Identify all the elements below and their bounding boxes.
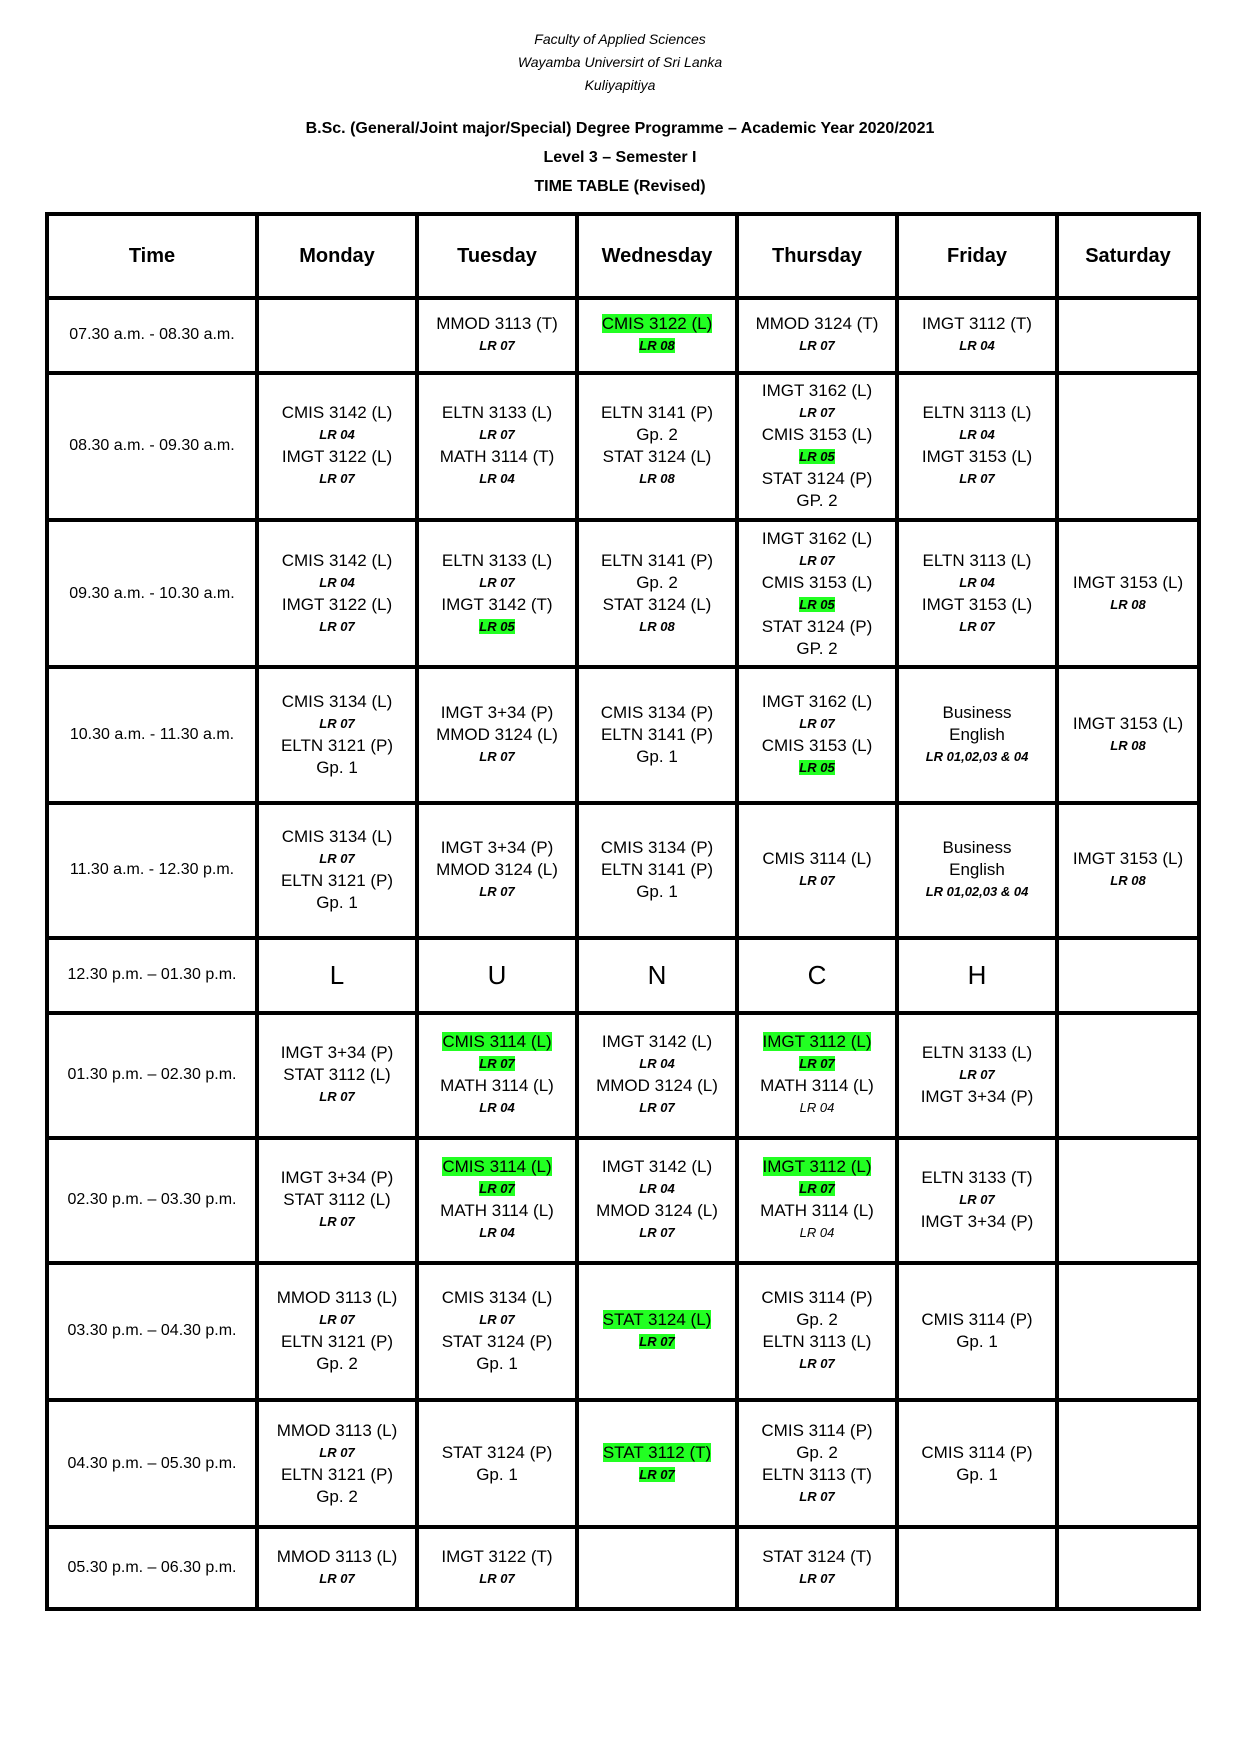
table-row <box>47 373 1199 520</box>
group-label: Gp. 2 <box>796 1310 838 1330</box>
cell-thursday <box>737 373 897 520</box>
cell-thursday <box>737 520 897 667</box>
lecture-room: LR 07 <box>639 1225 675 1241</box>
course-code: ELTN 3133 (L) <box>921 1043 1033 1063</box>
course-code: MMOD 3124 (L) <box>596 1201 718 1221</box>
course-code: IMGT 3162 (L) <box>761 691 873 711</box>
table-row <box>47 803 1199 938</box>
column-header-tuesday: Tuesday <box>417 214 577 298</box>
course-code: STAT 3124 (P) <box>441 1442 553 1462</box>
lecture-room: LR 07 <box>799 405 835 421</box>
lecture-room: LR 05 <box>799 596 835 612</box>
course-code: CMIS 3134 (P) <box>600 702 714 722</box>
lecture-room: LR 07 <box>319 1214 355 1230</box>
course-code: IMGT 3+34 (P) <box>920 1087 1034 1107</box>
cell-saturday <box>1057 1400 1199 1527</box>
lecture-room: LR 07 <box>479 427 515 443</box>
time-slot: 09.30 a.m. - 10.30 a.m. <box>47 520 257 667</box>
cell-tuesday <box>417 667 577 802</box>
cell-saturday <box>1057 803 1199 938</box>
course-code: CMIS 3153 (L) <box>761 572 873 592</box>
cell-thursday <box>737 298 897 373</box>
course-code: STAT 3124 (L) <box>602 447 712 467</box>
lecture-room: LR 07 <box>319 1444 355 1460</box>
cell-tuesday <box>417 1263 577 1400</box>
cell-friday <box>897 1263 1057 1400</box>
lecture-room: LR 08 <box>1110 596 1146 612</box>
cell-friday <box>897 373 1057 520</box>
cell-wednesday <box>577 1400 737 1527</box>
cell-monday <box>257 1400 417 1527</box>
course-code: STAT 3124 (L) <box>602 1310 712 1330</box>
cell-thursday <box>737 1013 897 1138</box>
cell-monday <box>257 1013 417 1138</box>
cell-friday <box>897 520 1057 667</box>
course-code: CMIS 3134 (P) <box>600 838 714 858</box>
course-code: STAT 3112 (T) <box>602 1442 712 1462</box>
lecture-room: LR 07 <box>799 873 835 889</box>
course-code: Business <box>942 702 1012 722</box>
cell-saturday <box>1057 667 1199 802</box>
course-code: MMOD 3124 (L) <box>436 860 558 880</box>
course-code: IMGT 3153 (L) <box>921 447 1033 467</box>
course-code: MMOD 3113 (L) <box>276 1420 398 1440</box>
course-code: English <box>949 724 1005 744</box>
lecture-room: LR 07 <box>319 1089 355 1105</box>
course-code: ELTN 3113 (T) <box>762 1464 872 1484</box>
lecture-room: LR 07 <box>959 471 995 487</box>
column-header-time: Time <box>47 214 257 298</box>
course-code: IMGT 3153 (L) <box>1072 572 1184 592</box>
lecture-room: LR 08 <box>1110 737 1146 753</box>
group-label: Gp. 2 <box>636 425 678 445</box>
time-slot: 10.30 a.m. - 11.30 a.m. <box>47 667 257 802</box>
course-code: MMOD 3124 (L) <box>436 724 558 744</box>
column-header-thursday: Thursday <box>737 214 897 298</box>
course-code: IMGT 3112 (L) <box>762 1032 872 1052</box>
course-code: MATH 3114 (L) <box>760 1076 874 1096</box>
lecture-room: LR 07 <box>639 1466 675 1482</box>
course-code: ELTN 3113 (L) <box>762 1332 872 1352</box>
cell-wednesday <box>577 938 737 1013</box>
group-label: Gp. 1 <box>636 882 678 902</box>
group-label: GP. 2 <box>796 491 838 511</box>
course-code: CMIS 3114 (L) <box>442 1157 552 1177</box>
course-code: ELTN 3141 (P) <box>600 403 714 423</box>
course-code: IMGT 3+34 (P) <box>440 838 554 858</box>
lecture-room: LR 07 <box>479 1312 515 1328</box>
table-row <box>47 520 1199 667</box>
lecture-room: LR 07 <box>479 574 515 590</box>
course-code: STAT 3112 (L) <box>283 1065 391 1085</box>
cell-monday <box>257 520 417 667</box>
course-code: STAT 3124 (T) <box>762 1547 872 1567</box>
course-code: MMOD 3113 (L) <box>276 1288 398 1308</box>
lecture-room: LR 07 <box>639 1100 675 1116</box>
lecture-room: LR 07 <box>319 851 355 867</box>
lecture-room: LR 08 <box>639 618 675 634</box>
faculty-name: Faculty of Applied Sciences <box>534 31 706 47</box>
course-code: CMIS 3142 (L) <box>281 550 393 570</box>
group-label: Gp. 1 <box>316 893 358 913</box>
group-label: Gp. 2 <box>316 1354 358 1374</box>
cell-thursday <box>737 1138 897 1263</box>
time-slot: 12.30 p.m. – 01.30 p.m. <box>47 938 257 1013</box>
lecture-room: LR 07 <box>799 1488 835 1504</box>
cell-tuesday <box>417 298 577 373</box>
lecture-room: LR 07 <box>799 1056 835 1072</box>
cell-saturday <box>1057 1527 1199 1609</box>
course-code: MMOD 3113 (T) <box>436 314 558 334</box>
course-code: IMGT 3+34 (P) <box>280 1043 394 1063</box>
course-code: IMGT 3112 (L) <box>762 1157 872 1177</box>
timetable <box>45 212 1201 1611</box>
course-code: STAT 3124 (P) <box>761 616 873 636</box>
header-row <box>47 214 1199 298</box>
cell-wednesday <box>577 520 737 667</box>
lecture-room: LR 01,02,03 & 04 <box>925 884 1029 900</box>
lecture-room: LR 07 <box>799 1181 835 1197</box>
cell-saturday <box>1057 373 1199 520</box>
course-code: ELTN 3121 (P) <box>280 735 394 755</box>
cell-friday <box>897 1138 1057 1263</box>
time-slot: 11.30 a.m. - 12.30 p.m. <box>47 803 257 938</box>
course-code: STAT 3124 (P) <box>761 469 873 489</box>
table-row <box>47 1527 1199 1609</box>
group-label: Gp. 2 <box>796 1442 838 1462</box>
cell-saturday <box>1057 520 1199 667</box>
lecture-room: LR 04 <box>959 427 995 443</box>
time-slot: 05.30 p.m. – 06.30 p.m. <box>47 1527 257 1609</box>
course-code: CMIS 3134 (L) <box>281 827 393 847</box>
lecture-room: LR 07 <box>479 338 515 354</box>
lecture-room: LR 07 <box>799 1356 835 1372</box>
time-slot: 07.30 a.m. - 08.30 a.m. <box>47 298 257 373</box>
lecture-room: LR 07 <box>799 1571 835 1587</box>
cell-friday <box>897 1400 1057 1527</box>
cell-wednesday <box>577 1527 737 1609</box>
course-code: CMIS 3114 (L) <box>762 849 872 869</box>
cell-monday <box>257 938 417 1013</box>
cell-thursday <box>737 1400 897 1527</box>
city-name: Kuliyapitiya <box>584 77 656 93</box>
lecture-room: LR 07 <box>319 715 355 731</box>
cell-friday <box>897 298 1057 373</box>
lecture-room: LR 08 <box>639 338 675 354</box>
course-code: IMGT 3162 (L) <box>761 528 873 548</box>
course-code: ELTN 3113 (L) <box>922 403 1032 423</box>
time-slot: 01.30 p.m. – 02.30 p.m. <box>47 1013 257 1138</box>
course-code: IMGT 3142 (L) <box>601 1032 713 1052</box>
lecture-room: LR 07 <box>639 1334 675 1350</box>
course-code: CMIS 3114 (P) <box>761 1288 873 1308</box>
lecture-room: LR 04 <box>319 427 355 443</box>
group-label: Gp. 2 <box>636 572 678 592</box>
cell-tuesday <box>417 1138 577 1263</box>
column-header-friday: Friday <box>897 214 1057 298</box>
lecture-room: LR 04 <box>959 338 995 354</box>
cell-friday <box>897 667 1057 802</box>
course-code: CMIS 3114 (P) <box>761 1420 873 1440</box>
cell-thursday <box>737 803 897 938</box>
lecture-room: LR 07 <box>479 884 515 900</box>
cell-wednesday <box>577 803 737 938</box>
cell-tuesday <box>417 803 577 938</box>
lecture-room: LR 04 <box>639 1056 675 1072</box>
university-name: Wayamba Universirt of Sri Lanka <box>517 54 723 70</box>
course-code: English <box>949 860 1005 880</box>
table-row <box>47 1013 1199 1138</box>
course-code: MATH 3114 (L) <box>760 1201 874 1221</box>
cell-saturday <box>1057 1138 1199 1263</box>
cell-thursday <box>737 1263 897 1400</box>
table-row <box>47 1138 1199 1263</box>
course-code: Business <box>942 838 1012 858</box>
cell-thursday <box>737 667 897 802</box>
lecture-room: LR 07 <box>479 748 515 764</box>
cell-monday <box>257 1263 417 1400</box>
time-slot: 02.30 p.m. – 03.30 p.m. <box>47 1138 257 1263</box>
course-code: IMGT 3142 (T) <box>441 594 553 614</box>
cell-tuesday <box>417 373 577 520</box>
course-code: ELTN 3121 (P) <box>280 871 394 891</box>
cell-wednesday <box>577 1263 737 1400</box>
lecture-room: LR 04 <box>479 1225 515 1241</box>
column-header-monday: Monday <box>257 214 417 298</box>
table-row <box>47 667 1199 802</box>
lecture-room: LR 04 <box>959 574 995 590</box>
time-slot: 03.30 p.m. – 04.30 p.m. <box>47 1263 257 1400</box>
course-code: IMGT 3153 (L) <box>1072 713 1184 733</box>
lecture-room: LR 01,02,03 & 04 <box>925 748 1029 764</box>
course-code: MATH 3114 (T) <box>439 447 555 467</box>
course-code: IMGT 3+34 (P) <box>280 1168 394 1188</box>
course-code: ELTN 3133 (L) <box>441 403 553 423</box>
course-code: IMGT 3122 (L) <box>281 594 393 614</box>
course-code: CMIS 3114 (P) <box>921 1442 1033 1462</box>
timetable-body <box>47 298 1199 1609</box>
lecture-room: LR 05 <box>479 618 515 634</box>
lunch-letter: H <box>967 959 987 990</box>
course-code: ELTN 3121 (P) <box>280 1464 394 1484</box>
course-code: ELTN 3133 (T) <box>921 1168 1033 1188</box>
group-label: Gp. 1 <box>636 746 678 766</box>
lecture-room: LR 07 <box>319 1312 355 1328</box>
course-code: ELTN 3141 (P) <box>600 860 714 880</box>
cell-thursday <box>737 1527 897 1609</box>
course-code: MATH 3114 (L) <box>440 1076 554 1096</box>
course-code: MMOD 3124 (L) <box>596 1076 718 1096</box>
course-code: CMIS 3122 (L) <box>601 314 713 334</box>
programme-title: B.Sc. (General/Joint major/Special) Degree Programme – Academic Year 2020/2021 <box>305 120 935 137</box>
lecture-room: LR 04 <box>479 471 515 487</box>
cell-saturday <box>1057 1013 1199 1138</box>
course-code: STAT 3112 (L) <box>283 1190 391 1210</box>
lecture-room: LR 07 <box>479 1056 515 1072</box>
cell-tuesday <box>417 938 577 1013</box>
course-code: MMOD 3113 (L) <box>276 1547 398 1567</box>
course-code: IMGT 3+34 (P) <box>440 702 554 722</box>
course-code: MMOD 3124 (T) <box>755 314 879 334</box>
lecture-room: LR 07 <box>479 1181 515 1197</box>
course-code: IMGT 3153 (L) <box>921 594 1033 614</box>
table-row <box>47 1400 1199 1527</box>
lecture-room: LR 08 <box>639 471 675 487</box>
cell-tuesday <box>417 1527 577 1609</box>
lecture-room: LR 07 <box>959 1192 995 1208</box>
course-code: ELTN 3113 (L) <box>922 550 1032 570</box>
cell-monday <box>257 1138 417 1263</box>
group-label: Gp. 2 <box>316 1486 358 1506</box>
group-label: GP. 2 <box>796 638 838 658</box>
course-code: ELTN 3141 (P) <box>600 724 714 744</box>
timetable-title: TIME TABLE (Revised) <box>534 178 706 195</box>
course-code: ELTN 3121 (P) <box>280 1332 394 1352</box>
table-row <box>47 298 1199 373</box>
lecture-room: LR 07 <box>959 618 995 634</box>
lecture-room: LR 07 <box>799 552 835 568</box>
group-label: Gp. 1 <box>476 1354 518 1374</box>
cell-friday <box>897 938 1057 1013</box>
time-slot: 04.30 p.m. – 05.30 p.m. <box>47 1400 257 1527</box>
column-header-wednesday: Wednesday <box>577 214 737 298</box>
course-code: ELTN 3133 (L) <box>441 550 553 570</box>
course-code: IMGT 3112 (T) <box>922 314 1032 334</box>
course-code: IMGT 3153 (L) <box>1072 849 1184 869</box>
lecture-room: LR 07 <box>319 1571 355 1587</box>
column-header-saturday: Saturday <box>1057 214 1199 298</box>
course-code: CMIS 3153 (L) <box>761 425 873 445</box>
lecture-room: LR 04 <box>799 1100 835 1116</box>
cell-wednesday <box>577 1138 737 1263</box>
group-label: Gp. 1 <box>956 1464 998 1484</box>
course-code: IMGT 3122 (L) <box>281 447 393 467</box>
course-code: CMIS 3114 (P) <box>921 1310 1033 1330</box>
cell-friday <box>897 1527 1057 1609</box>
table-row <box>47 1263 1199 1400</box>
group-label: Gp. 1 <box>476 1464 518 1484</box>
cell-saturday <box>1057 1263 1199 1400</box>
lecture-room: LR 04 <box>479 1100 515 1116</box>
lunch-letter: U <box>487 959 507 990</box>
course-code: ELTN 3141 (P) <box>600 550 714 570</box>
cell-wednesday <box>577 667 737 802</box>
course-code: IMGT 3142 (L) <box>601 1157 713 1177</box>
lecture-room: LR 07 <box>479 1571 515 1587</box>
course-code: IMGT 3+34 (P) <box>920 1212 1034 1232</box>
cell-saturday <box>1057 938 1199 1013</box>
course-code: STAT 3124 (L) <box>602 594 712 614</box>
cell-saturday <box>1057 298 1199 373</box>
course-code: CMIS 3134 (L) <box>281 691 393 711</box>
lecture-room: LR 04 <box>319 574 355 590</box>
cell-monday <box>257 298 417 373</box>
cell-thursday <box>737 938 897 1013</box>
lecture-room: LR 07 <box>959 1067 995 1083</box>
time-slot: 08.30 a.m. - 09.30 a.m. <box>47 373 257 520</box>
cell-monday <box>257 373 417 520</box>
course-code: STAT 3124 (P) <box>441 1332 553 1352</box>
cell-friday <box>897 803 1057 938</box>
lecture-room: LR 07 <box>799 715 835 731</box>
cell-monday <box>257 803 417 938</box>
lunch-letter: C <box>807 959 827 990</box>
lecture-room: LR 08 <box>1110 873 1146 889</box>
course-code: CMIS 3114 (L) <box>442 1032 552 1052</box>
cell-tuesday <box>417 1013 577 1138</box>
lecture-room: LR 05 <box>799 759 835 775</box>
course-code: CMIS 3153 (L) <box>761 735 873 755</box>
lecture-room: LR 07 <box>319 471 355 487</box>
cell-wednesday <box>577 298 737 373</box>
lecture-room: LR 07 <box>319 618 355 634</box>
cell-wednesday <box>577 1013 737 1138</box>
course-code: CMIS 3134 (L) <box>441 1288 553 1308</box>
course-code: CMIS 3142 (L) <box>281 403 393 423</box>
cell-monday <box>257 667 417 802</box>
lecture-room: LR 04 <box>639 1181 675 1197</box>
group-label: Gp. 1 <box>956 1332 998 1352</box>
level-semester: Level 3 – Semester I <box>543 149 697 166</box>
lecture-room: LR 05 <box>799 449 835 465</box>
lecture-room: LR 07 <box>799 338 835 354</box>
lunch-letter: L <box>329 959 345 990</box>
course-code: IMGT 3162 (L) <box>761 381 873 401</box>
lunch-letter: N <box>647 959 667 990</box>
course-code: MATH 3114 (L) <box>440 1201 554 1221</box>
cell-monday <box>257 1527 417 1609</box>
cell-wednesday <box>577 373 737 520</box>
course-code: IMGT 3122 (T) <box>441 1547 553 1567</box>
cell-tuesday <box>417 1400 577 1527</box>
lecture-room: LR 04 <box>799 1225 835 1241</box>
table-row <box>47 938 1199 1013</box>
cell-friday <box>897 1013 1057 1138</box>
group-label: Gp. 1 <box>316 757 358 777</box>
cell-tuesday <box>417 520 577 667</box>
